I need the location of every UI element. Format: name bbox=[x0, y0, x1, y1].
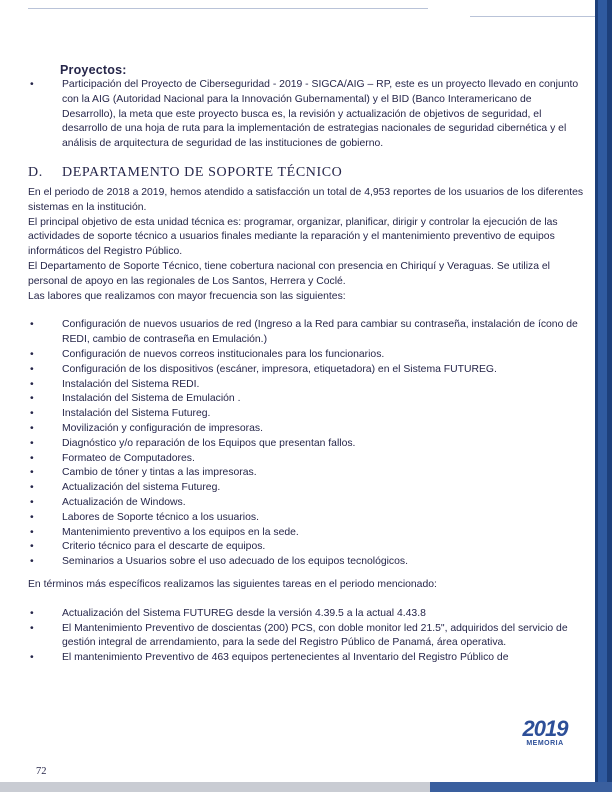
bullet-icon: • bbox=[30, 541, 34, 553]
logo-year: 2019 bbox=[522, 716, 568, 741]
projects-list bbox=[28, 78, 588, 152]
list-item bbox=[28, 422, 588, 437]
paragraph: El Departamento de Soporte Técnico, tiene cobertura nacional con presencia en Chiriquí y Veraguas. Se utiliza el personal de apoyo en las regionales de Los Santos, Herrera y Coclé. bbox=[28, 260, 550, 287]
bullet-icon: • bbox=[30, 607, 34, 619]
paragraph: En el periodo de 2018 a 2019, hemos atendido a satisfacción un total de 4,953 reportes de los usuarios de los diferentes sistemas en la institución. bbox=[28, 186, 584, 213]
project-text: Participación del Proyecto de Ciberseguridad - 2019 - SIGCA/AIG – RP, este es un proyecto llevado en conjunto con la AIG (Autoridad Nacional para la Innovación Gubernamental) y el BID (Banco Interamericano de Desarrollo), la meta que este proyecto busca es, la revisión y actualización de objetivos de seguridad, el desarrollo de una hoja de ruta para la implementación de estrategias nacionales de seguridad cibernética y el análisis de arquitectura de seguridad de las instituciones de gobierno. bbox=[62, 79, 579, 150]
bullet-icon: • bbox=[30, 378, 34, 390]
task-text: Instalación del Sistema Futureg. bbox=[62, 408, 211, 420]
task-text: Seminarios a Usuarios sobre el uso adecuado de los equipos tecnológicos. bbox=[62, 556, 408, 568]
list-item bbox=[28, 526, 588, 541]
task-text: Mantenimiento preventivo a los equipos en la sede. bbox=[62, 526, 299, 538]
task-text: Actualización de Windows. bbox=[62, 496, 186, 508]
bullet-icon: • bbox=[30, 79, 34, 90]
list-item bbox=[28, 407, 588, 422]
task-text: Movilización y configuración de impresoras. bbox=[62, 422, 263, 434]
list-item bbox=[28, 466, 588, 481]
section-title: DEPARTAMENTO DE SOPORTE TÉCNICO bbox=[62, 164, 343, 180]
list-item bbox=[28, 78, 588, 152]
bullet-icon: • bbox=[30, 393, 34, 405]
page-content bbox=[28, 62, 588, 666]
specific-intro: En términos más específicos realizamos las siguientes tareas en el periodo mencionado: bbox=[28, 578, 437, 590]
section-heading bbox=[28, 164, 588, 182]
specific-task-text: El mantenimiento Preventivo de 463 equipos pertenecientes al Inventario del Registro Público de bbox=[62, 652, 509, 664]
bullet-icon: • bbox=[30, 408, 34, 420]
task-text: Configuración de nuevos usuarios de red (Ingreso a la Red para cambiar su contraseña, instalación de ícono de REDI, cambio de contraseña en Emulación.) bbox=[62, 319, 578, 346]
list-item bbox=[28, 651, 588, 666]
task-text: Actualización del sistema Futureg. bbox=[62, 482, 221, 494]
task-text: Configuración de nuevos correos institucionales para los funcionarios. bbox=[62, 348, 385, 360]
list-item bbox=[28, 622, 588, 652]
task-text: Instalación del Sistema REDI. bbox=[62, 378, 200, 390]
bullet-icon: • bbox=[30, 556, 34, 568]
list-item bbox=[28, 496, 588, 511]
list-item bbox=[28, 511, 588, 526]
specific-task-text: Actualización del Sistema FUTUREG desde la versión 4.39.5 a la actual 4.43.8 bbox=[62, 607, 426, 619]
specific-tasks-list bbox=[28, 607, 588, 666]
bullet-icon: • bbox=[30, 652, 34, 664]
task-text: Criterio técnico para el descarte de equipos. bbox=[62, 541, 266, 553]
bullet-icon: • bbox=[30, 437, 34, 449]
bullet-icon: • bbox=[30, 511, 34, 523]
tasks-list bbox=[28, 318, 588, 570]
bottom-band-accent bbox=[430, 782, 612, 792]
bullet-icon: • bbox=[30, 422, 34, 434]
list-item bbox=[28, 348, 588, 363]
task-text: Instalación del Sistema de Emulación . bbox=[62, 393, 241, 405]
list-item bbox=[28, 481, 588, 496]
top-rule-right bbox=[470, 16, 595, 17]
bullet-icon: • bbox=[30, 496, 34, 508]
spacer bbox=[28, 304, 588, 318]
bullet-icon: • bbox=[30, 622, 34, 634]
memoria-logo bbox=[520, 718, 570, 747]
list-item bbox=[28, 607, 588, 622]
list-item bbox=[28, 540, 588, 555]
spacer bbox=[28, 593, 588, 607]
list-item bbox=[28, 452, 588, 467]
specific-task-text: El Mantenimiento Preventivo de doscientas (200) PCS, con doble monitor led 21.5", adquiridos del servicio de gestión integral de arrendamiento, para la sede del Registro Público de Panamá, área operativa. bbox=[62, 622, 568, 649]
page-number: 72 bbox=[36, 766, 47, 777]
paragraph: Las labores que realizamos con mayor frecuencia son las siguientes: bbox=[28, 290, 346, 302]
bullet-icon: • bbox=[30, 467, 34, 479]
bullet-icon: • bbox=[30, 526, 34, 538]
task-text: Cambio de tóner y tintas a las impresoras. bbox=[62, 467, 257, 479]
list-item bbox=[28, 392, 588, 407]
task-text: Labores de Soporte técnico a los usuarios. bbox=[62, 511, 259, 523]
list-item bbox=[28, 437, 588, 452]
top-rule bbox=[28, 8, 428, 9]
paragraph: El principal objetivo de esta unidad técnica es: programar, organizar, planificar, dirigir y controlar la ejecución de las actividades de soporte técnico a usuarios finales mediante la reparación y el mantenimiento preventivo de equipos informáticos del Registro Público. bbox=[28, 216, 558, 258]
list-item bbox=[28, 555, 588, 570]
task-text: Diagnóstico y/o reparación de los Equipos que presentan fallos. bbox=[62, 437, 356, 449]
logo-word: MEMORIA bbox=[526, 740, 564, 747]
right-frame-accent bbox=[598, 0, 607, 792]
bullet-icon: • bbox=[30, 348, 34, 360]
task-text: Formateo de Computadores. bbox=[62, 452, 195, 464]
task-text: Configuración de los dispositivos (escáner, impresora, etiquetadora) en el Sistema FUTUREG. bbox=[62, 363, 497, 375]
list-item bbox=[28, 363, 588, 378]
bullet-icon: • bbox=[30, 319, 34, 331]
list-item bbox=[28, 378, 588, 393]
section-letter: D. bbox=[28, 164, 43, 180]
bullet-icon: • bbox=[30, 363, 34, 375]
list-item bbox=[28, 318, 588, 348]
spacer bbox=[28, 570, 588, 578]
bullet-icon: • bbox=[30, 452, 34, 464]
projects-subheading: Proyectos: bbox=[60, 63, 127, 77]
bullet-icon: • bbox=[30, 482, 34, 494]
